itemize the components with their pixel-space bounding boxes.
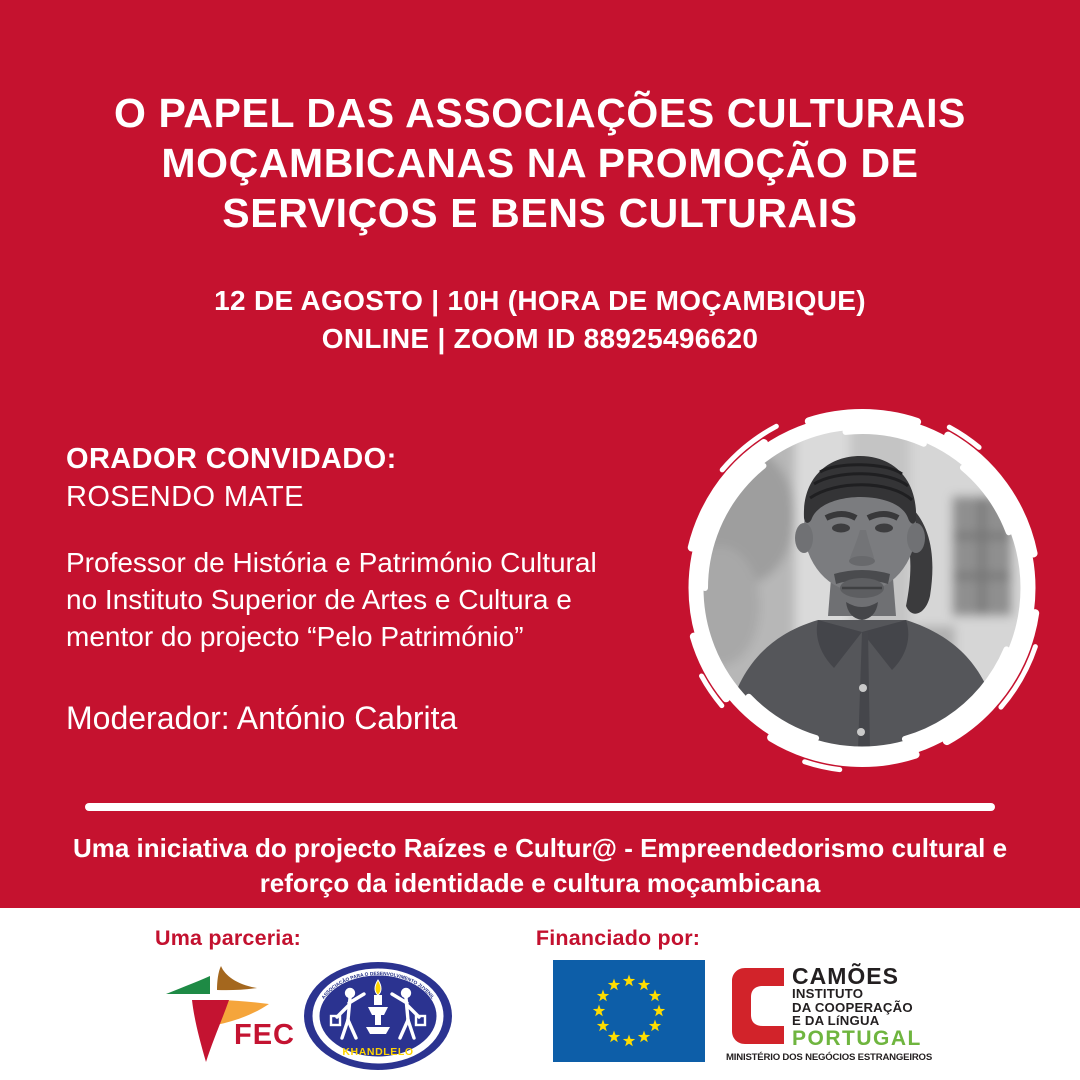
title-line-2: MOÇAMBICANAS NA PROMOÇÃO DE xyxy=(161,140,919,186)
camoes-text-block xyxy=(792,963,922,1050)
bio-line-3: mentor do projecto “Pelo Património” xyxy=(66,621,524,652)
footer-band xyxy=(0,908,1080,1080)
camoes-logo xyxy=(726,963,933,1068)
speaker-bio xyxy=(66,544,597,655)
poster-title xyxy=(40,88,1040,238)
khandlelo-arc-text: ASSOCIAÇÃO PARA O DESENVOLVIMENTO JUVENIL xyxy=(321,971,435,1001)
fec-logo-text: FEC xyxy=(234,1019,295,1051)
bio-line-1: Professor de História e Património Cultural xyxy=(66,547,597,578)
schedule-zoom-line: ONLINE | ZOOM ID 88925496620 xyxy=(321,323,759,354)
funding-label: Financiado por: xyxy=(535,926,701,950)
eu-flag-icon xyxy=(553,960,705,1062)
camoes-ministry: MINISTÉRIO DOS NEGÓCIOS ESTRANGEIROS xyxy=(726,1052,933,1063)
khandlelo-logo xyxy=(302,960,454,1072)
title-line-1: O PAPEL DAS ASSOCIAÇÕES CULTURAIS xyxy=(113,90,967,136)
initiative-text xyxy=(30,831,1050,901)
divider-line xyxy=(85,803,995,811)
bio-line-2: no Instituto Superior de Artes e Cultura e xyxy=(66,584,572,615)
title-line-3: SERVIÇOS E BENS CULTURAIS xyxy=(222,190,858,236)
schedule-date-line: 12 DE AGOSTO | 10H (HORA DE MOÇAMBIQUE) xyxy=(214,285,866,316)
initiative-line-1: Uma iniciativa do projecto Raízes e Cultur@ - Empreendedorismo cultural e xyxy=(72,833,1008,863)
khandlelo-name: KHANDLELO xyxy=(342,1046,414,1058)
partnership-label: Uma parceria: xyxy=(154,926,301,950)
speaker-name: ROSENDO MATE xyxy=(66,481,304,513)
initiative-line-2: reforço da identidade e cultura moçambicana xyxy=(259,868,821,898)
camoes-line1: INSTITUTO xyxy=(792,986,864,1001)
speaker-label: ORADOR CONVIDADO: xyxy=(66,443,397,475)
fec-logo xyxy=(158,954,308,1079)
moderator-line: Moderador: António Cabrita xyxy=(66,700,458,736)
event-schedule xyxy=(40,282,1040,358)
camoes-country: PORTUGAL xyxy=(792,1026,922,1050)
camoes-c-icon xyxy=(732,968,784,1044)
camoes-line3: E DA LíNGUA xyxy=(792,1013,880,1029)
speaker-block xyxy=(66,440,397,516)
brush-ring xyxy=(670,396,1054,780)
camoes-line2: DA COOPERAÇÃO xyxy=(792,999,913,1015)
speaker-photo-frame xyxy=(670,396,1054,780)
camoes-name: CAMÕES xyxy=(792,963,899,989)
